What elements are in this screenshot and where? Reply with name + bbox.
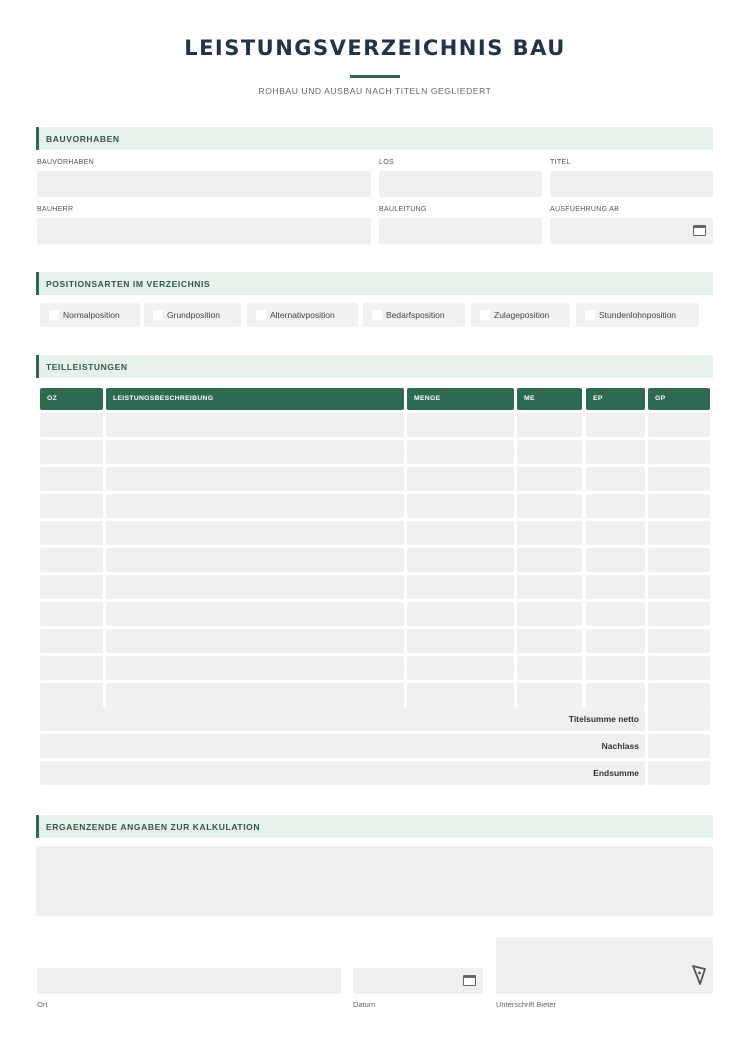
column-header-me: ME (517, 388, 582, 410)
cell-ep[interactable] (586, 602, 645, 626)
column-header-oz: OZ (40, 388, 103, 410)
cell-menge[interactable] (407, 440, 514, 464)
signature-label: Unterschrift Bieter (496, 1000, 557, 1009)
checkbox-icon[interactable] (153, 310, 163, 320)
cell-menge[interactable] (407, 656, 514, 680)
checkbox-label: Bedarfsposition (386, 310, 445, 320)
total-value-endsumme[interactable] (648, 761, 710, 785)
cell-gp[interactable] (648, 575, 710, 599)
cell-menge[interactable] (407, 467, 514, 491)
ausfuehrung-label: AUSFUEHRUNG AB (550, 206, 620, 213)
cell-gp[interactable] (648, 602, 710, 626)
cell-ep[interactable] (586, 629, 645, 653)
cell-oz[interactable] (40, 575, 103, 599)
cell-menge[interactable] (407, 602, 514, 626)
section-header-teilleistungen (36, 355, 713, 378)
section-title: POSITIONSARTEN IM VERZEICHNIS (46, 279, 211, 289)
cell-gp[interactable] (648, 467, 710, 491)
cell-gp[interactable] (648, 440, 710, 464)
bauvorhaben-field[interactable] (37, 171, 371, 197)
cell-oz[interactable] (40, 548, 103, 572)
pen-nib-icon (691, 964, 707, 986)
cell-beschreibung[interactable] (106, 521, 404, 545)
cell-gp[interactable] (648, 629, 710, 653)
total-label-nachlass (40, 734, 645, 758)
column-header-menge: MENGE (407, 388, 514, 410)
checkbox-label: Stundenlohnposition (599, 310, 677, 320)
total-label-text: Endsumme (593, 768, 639, 778)
cell-gp[interactable] (648, 656, 710, 680)
cell-gp[interactable] (648, 413, 710, 437)
cell-menge[interactable] (407, 629, 514, 653)
ort-field[interactable] (37, 968, 341, 994)
cell-beschreibung[interactable] (106, 575, 404, 599)
cell-oz[interactable] (40, 602, 103, 626)
cell-gp[interactable] (648, 521, 710, 545)
cell-oz[interactable] (40, 494, 103, 518)
cell-ep[interactable] (586, 413, 645, 437)
checkbox-icon[interactable] (256, 310, 266, 320)
cell-me[interactable] (517, 440, 582, 464)
checkbox-icon[interactable] (480, 310, 490, 320)
checkbox-label: Normalposition (63, 310, 120, 320)
cell-oz[interactable] (40, 629, 103, 653)
cell-beschreibung[interactable] (106, 548, 404, 572)
bauherr-label: BAUHERR (37, 206, 74, 213)
cell-menge[interactable] (407, 494, 514, 518)
cell-oz[interactable] (40, 656, 103, 680)
cell-ep[interactable] (586, 548, 645, 572)
datum-label: Datum (353, 1000, 376, 1009)
cell-menge[interactable] (407, 683, 514, 707)
cell-me[interactable] (517, 629, 582, 653)
cell-oz[interactable] (40, 683, 103, 707)
total-label-endsumme (40, 761, 645, 785)
cell-me[interactable] (517, 656, 582, 680)
section-title: ERGAENZENDE ANGABEN ZUR KALKULATION (46, 822, 261, 832)
checkbox-zulageposition[interactable] (471, 303, 570, 327)
cell-menge[interactable] (407, 413, 514, 437)
checkbox-icon[interactable] (49, 310, 59, 320)
total-label-titelsumme (40, 707, 645, 731)
calendar-icon[interactable] (463, 975, 476, 986)
checkbox-label: Alternativposition (270, 310, 335, 320)
cell-me[interactable] (517, 548, 582, 572)
checkbox-icon[interactable] (585, 310, 595, 320)
los-label: LOS (379, 159, 394, 166)
checkbox-stundenlohnposition[interactable] (576, 303, 699, 327)
cell-beschreibung[interactable] (106, 602, 404, 626)
cell-gp[interactable] (648, 548, 710, 572)
cell-me[interactable] (517, 521, 582, 545)
section-header-kalkulation (36, 815, 713, 838)
checkbox-normalposition[interactable] (40, 303, 140, 327)
signature-field[interactable] (496, 937, 713, 994)
cell-ep[interactable] (586, 494, 645, 518)
section-header-bauvorhaben (36, 127, 713, 150)
titel-label: TITEL (550, 159, 571, 166)
column-header-ep: EP (586, 388, 645, 410)
calendar-icon[interactable] (693, 225, 706, 236)
total-label-text: Titelsumme netto (568, 714, 639, 724)
checkbox-label: Zulageposition (494, 310, 550, 320)
checkbox-icon[interactable] (372, 310, 382, 320)
column-header-beschreibung: LEISTUNGSBESCHREIBUNG (106, 388, 404, 410)
cell-oz[interactable] (40, 467, 103, 491)
total-value-titelsumme[interactable] (648, 707, 710, 731)
bauvorhaben-label: BAUVORHABEN (37, 159, 94, 166)
title-divider (350, 75, 400, 78)
cell-menge[interactable] (407, 521, 514, 545)
cell-beschreibung[interactable] (106, 683, 404, 707)
cell-gp[interactable] (648, 683, 710, 707)
los-field[interactable] (379, 171, 542, 197)
notes-textarea[interactable] (36, 846, 713, 916)
cell-beschreibung[interactable] (106, 440, 404, 464)
cell-beschreibung[interactable] (106, 656, 404, 680)
cell-ep[interactable] (586, 575, 645, 599)
bauleitung-label: BAULEITUNG (379, 206, 427, 213)
cell-beschreibung[interactable] (106, 467, 404, 491)
section-title: TEILLEISTUNGEN (46, 362, 128, 372)
ort-label: Ort (37, 1000, 48, 1009)
checkbox-alternativposition[interactable] (247, 303, 358, 327)
checkbox-label: Grundposition (167, 310, 220, 320)
page-subtitle: ROHBAU UND AUSBAU NACH TITELN GEGLIEDERT (258, 86, 492, 96)
total-label-text: Nachlass (601, 741, 639, 751)
cell-me[interactable] (517, 602, 582, 626)
cell-me[interactable] (517, 683, 582, 707)
total-value-nachlass[interactable] (648, 734, 710, 758)
cell-oz[interactable] (40, 440, 103, 464)
cell-ep[interactable] (586, 440, 645, 464)
titel-field[interactable] (550, 171, 713, 197)
cell-oz[interactable] (40, 413, 103, 437)
cell-menge[interactable] (407, 575, 514, 599)
cell-gp[interactable] (648, 494, 710, 518)
cell-beschreibung[interactable] (106, 629, 404, 653)
cell-ep[interactable] (586, 683, 645, 707)
cell-beschreibung[interactable] (106, 494, 404, 518)
ausfuehrung-date-field[interactable] (550, 218, 713, 244)
bauherr-field[interactable] (37, 218, 371, 244)
cell-menge[interactable] (407, 548, 514, 572)
cell-ep[interactable] (586, 656, 645, 680)
cell-beschreibung[interactable] (106, 413, 404, 437)
cell-me[interactable] (517, 494, 582, 518)
checkbox-bedarfsposition[interactable] (363, 303, 465, 327)
page-title: LEISTUNGSVERZEICHNIS BAU (184, 36, 566, 60)
cell-me[interactable] (517, 575, 582, 599)
cell-me[interactable] (517, 413, 582, 437)
cell-me[interactable] (517, 467, 582, 491)
cell-ep[interactable] (586, 521, 645, 545)
bauleitung-field[interactable] (379, 218, 542, 244)
datum-field[interactable] (353, 968, 483, 994)
cell-ep[interactable] (586, 467, 645, 491)
section-header-positionsarten (36, 272, 713, 295)
column-header-gp: GP (648, 388, 710, 410)
checkbox-grundposition[interactable] (144, 303, 241, 327)
cell-oz[interactable] (40, 521, 103, 545)
section-title: BAUVORHABEN (46, 134, 120, 144)
